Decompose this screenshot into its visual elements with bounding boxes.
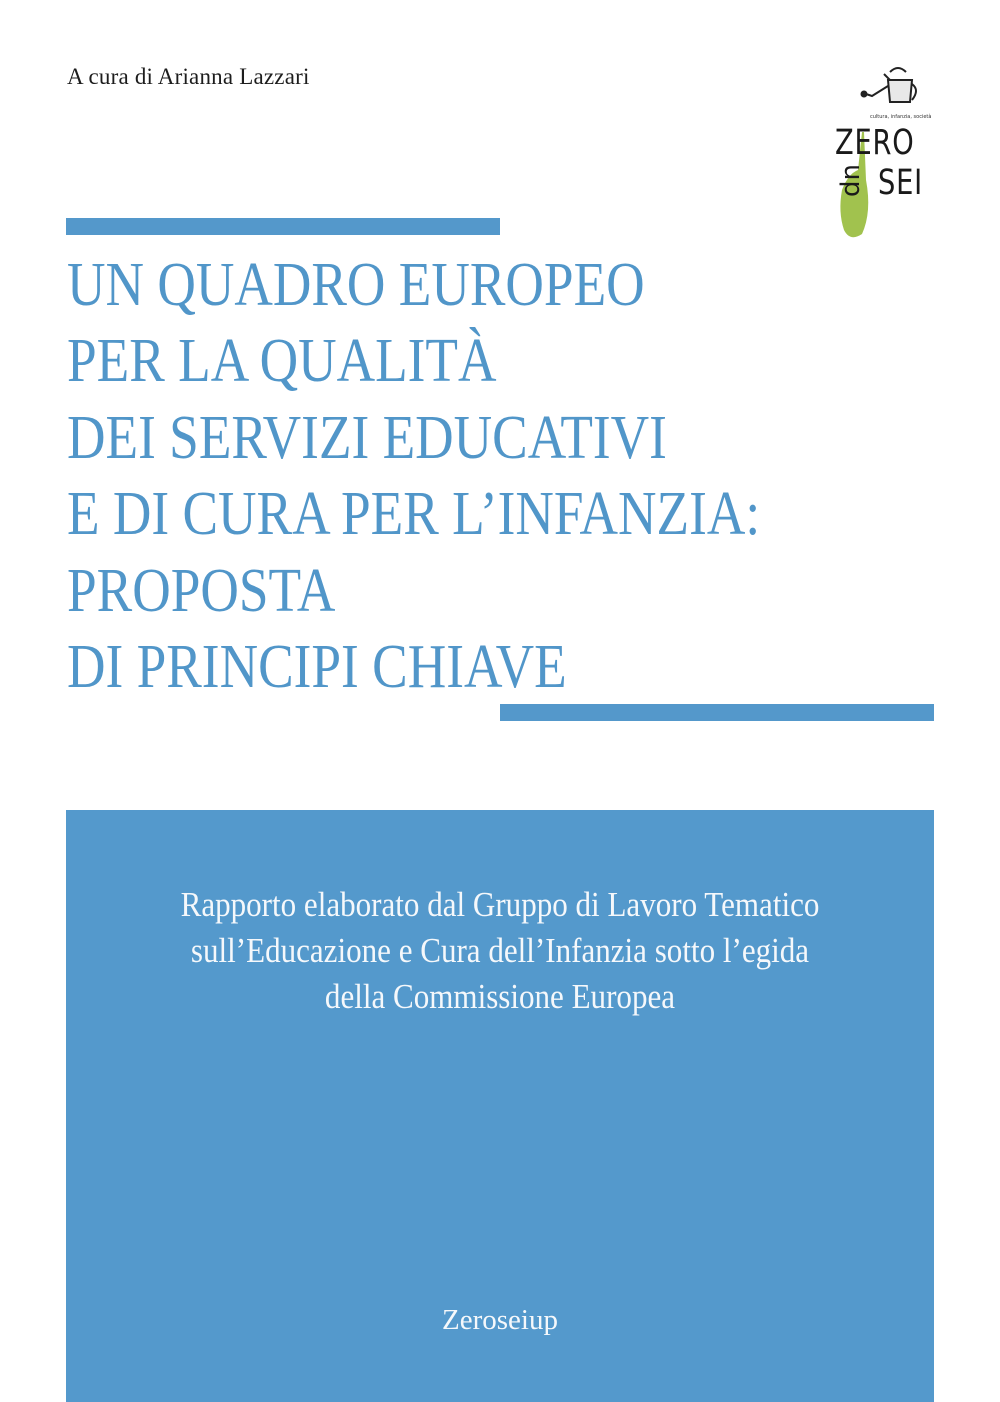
subtitle-line: della Commissione Europea (324, 978, 676, 1016)
subtitle-panel (66, 810, 934, 1402)
logo-word-zero: ZERO (835, 123, 915, 163)
logo-word-up: up (838, 164, 868, 197)
watering-can-icon (862, 68, 917, 102)
editor-credit: A cura di Arianna Lazzari (67, 64, 310, 89)
subtitle (66, 882, 934, 1020)
title-line: PROPOSTA (67, 556, 336, 625)
title-line: PER LA QUALITÀ (67, 327, 497, 396)
title-line: UN QUADRO EUROPEO (67, 251, 645, 319)
publisher-name: Zeroseiup (442, 1304, 558, 1336)
logo-word-sei: SEI (878, 163, 923, 203)
subtitle-line: Rapporto elaborato dal Gruppo di Lavoro Tematico (180, 886, 820, 924)
title-line: DI PRINCIPI CHIAVE (67, 632, 567, 701)
subtitle-line: sull’Educazione e Cura dell’Infanzia sotto l’egida (190, 932, 810, 970)
title-line: DEI SERVIZI EDUCATIVI (67, 403, 667, 472)
logo-tagline: cultura, infanzia, società (870, 114, 932, 120)
publisher-logo (828, 62, 948, 242)
decorative-bar-top (66, 218, 500, 235)
book-title (67, 247, 947, 705)
title-line: E DI CURA PER L’INFANZIA: (67, 480, 761, 549)
decorative-bar-bottom (500, 704, 934, 721)
